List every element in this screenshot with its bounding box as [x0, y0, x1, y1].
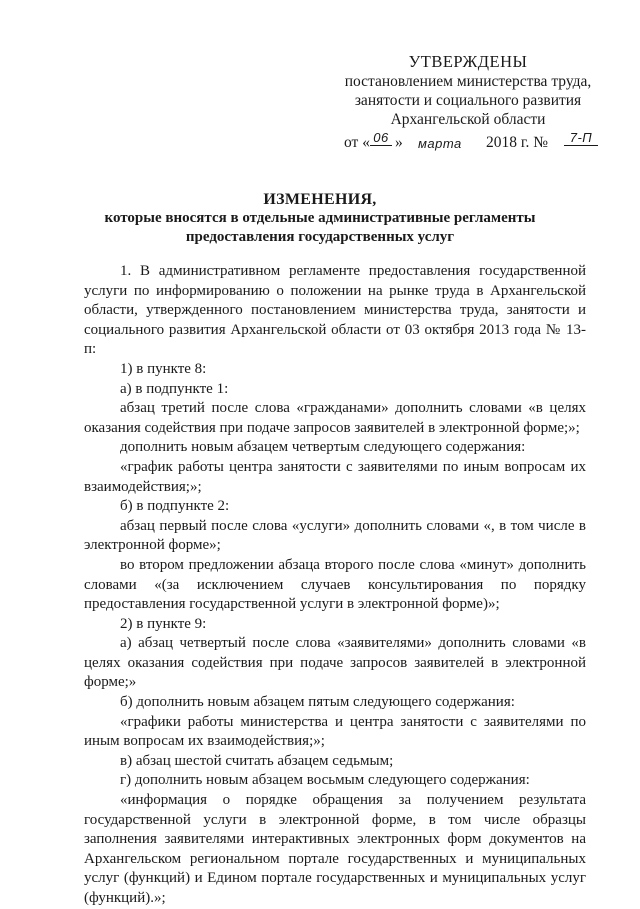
body-paragraph: б) в подпункте 2: — [120, 498, 230, 515]
date-day — [370, 131, 392, 146]
date-prefix: от « — [344, 134, 370, 151]
title-subtitle-2: предоставления государственных услуг — [185, 229, 455, 245]
body-paragraph: «график работы центра занятости с заявителями по иным вопросам их взаимодействия;»; — [84, 458, 586, 495]
approval-line-1: постановлением министерства труда, — [344, 73, 592, 90]
body-paragraph: б) дополнить новым абзацем пятым следующего содержания: — [120, 694, 515, 711]
title-subtitle-1: которые вносятся в отдельные административные регламенты — [104, 210, 536, 226]
approval-date-line — [318, 131, 618, 153]
approval-line-2: занятости и социального развития — [354, 92, 582, 109]
body-paragraph: а) абзац четвертый после слова «заявителями» дополнить словами «в целях оказания содействия при подаче запросов заявителей в электронной форме;» — [84, 635, 586, 691]
document-number-value: 7-П — [569, 130, 593, 145]
body-paragraph: дополнить новым абзацем четвертым следующего содержания: — [120, 439, 526, 456]
body-paragraph: «графики работы министерства и центра занятости с заявителями по иным вопросам их взаимодействия;»; — [84, 713, 586, 750]
body-paragraph: 2) в пункте 9: — [120, 615, 207, 632]
body-paragraph: «информация о порядке обращения за получением результата государственной услуги в электронной форме, в том числе образцы заполнения заявителями интерактивных электронных форм документов на Архангельском региональном портале государственных и муниципальных услуг (функций) и Едином портале государственных и муниципальных услуг (функций).»; — [84, 792, 586, 906]
body-paragraph: а) в подпункте 1: — [120, 380, 229, 397]
body-paragraph: г) дополнить новым абзацем восьмым следующего содержания: — [120, 772, 530, 789]
date-month: марта — [418, 136, 462, 151]
document-title — [60, 190, 580, 247]
body-paragraph: абзац третий после слова «гражданами» дополнить словами «в целях оказания содействия при подаче запросов заявителей в электронной форме;»; — [84, 400, 586, 436]
date-mid: » — [395, 134, 403, 151]
body-paragraph: в) абзац шестой считать абзацем седьмым; — [120, 752, 394, 769]
document-body — [84, 262, 586, 909]
date-year: 2018 г. № — [486, 134, 549, 151]
date-day-value: 06 — [373, 130, 389, 145]
approval-block — [318, 52, 618, 153]
body-paragraph: 1. В административном регламенте предоставления государственной услуги по информированию о положении на рынке труда в Архангельской области, утвержденного постановлением министерства труда, занятости и социального развития Архангельской области от 03 октября 2013 года № 13-п: — [84, 263, 586, 358]
document-number — [564, 131, 598, 146]
approval-line-3: Архангельской области — [390, 111, 546, 128]
title-main: ИЗМЕНЕНИЯ, — [263, 191, 377, 208]
body-paragraph: во втором предложении абзаца второго после слова «минут» дополнить словами «(за исключением случаев консультирования по порядку предоставления государственной услуги в электронной форме)»; — [84, 556, 586, 613]
body-paragraph: абзац первый после слова «услуги» дополнить словами «, в том числе в электронной форме»; — [84, 517, 586, 554]
approval-heading: УТВЕРЖДЕНЫ — [408, 52, 528, 71]
body-paragraph: 1) в пункте 8: — [120, 360, 207, 377]
